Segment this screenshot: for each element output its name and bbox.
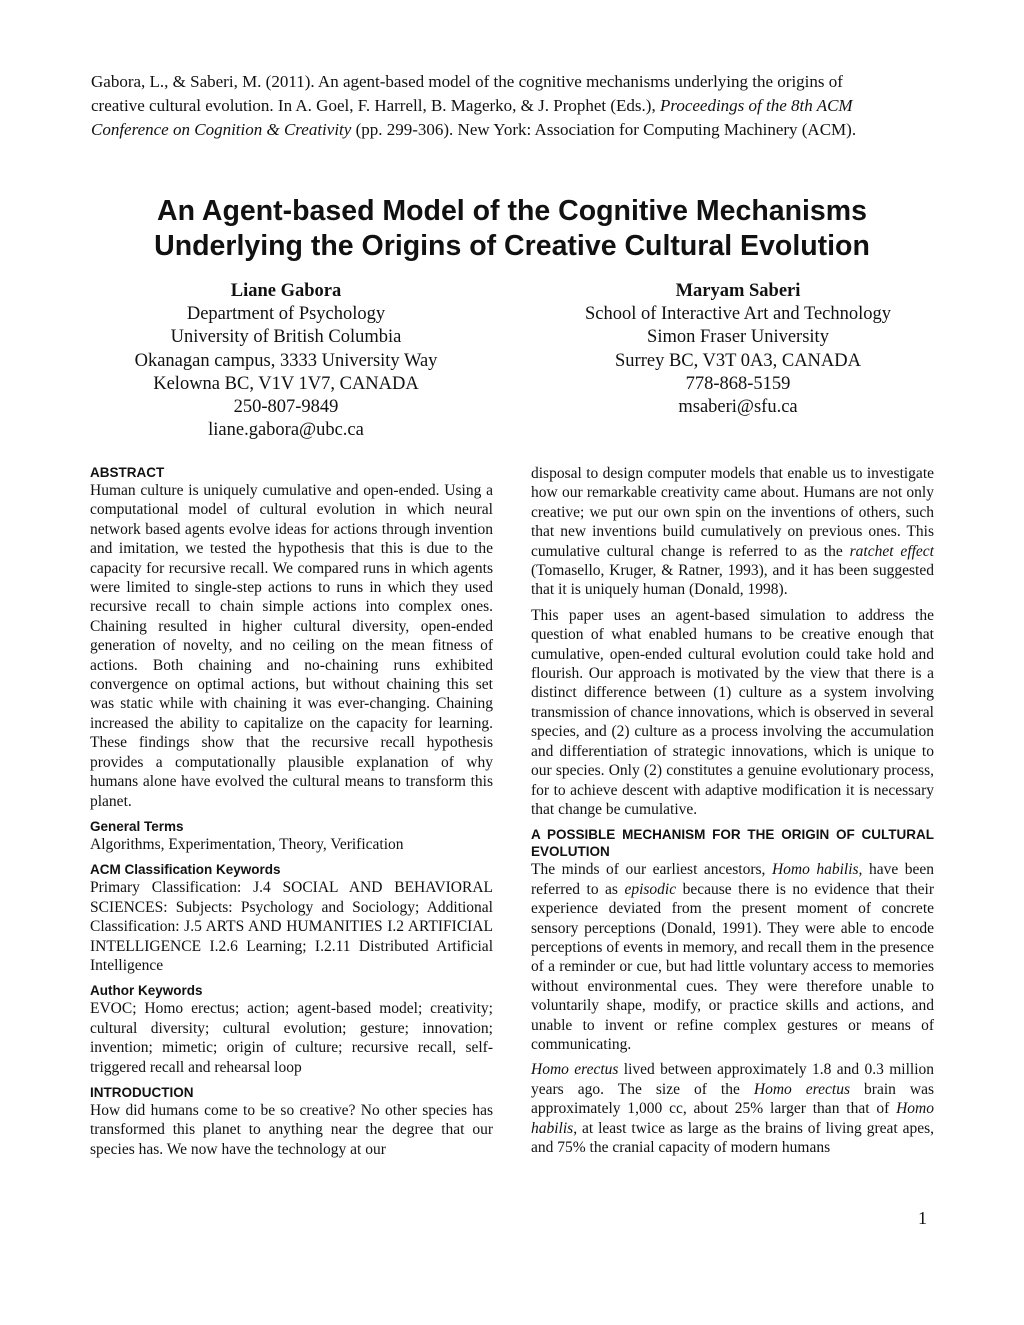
author-name: Liane Gabora [230, 281, 342, 301]
text-run: have been referred to as [531, 861, 934, 898]
paper-title [0, 194, 1024, 264]
general-terms-text: Algorithms, Experimentation, Theory, Verification [90, 835, 404, 853]
abstract-heading: ABSTRACT [90, 465, 165, 480]
text-run: The minds of our earliest ancestors, [531, 861, 766, 879]
author-affiliation: University of British Columbia [170, 327, 402, 348]
paragraph-approach: This paper uses an agent-based simulation to address the question of what enabled humans to be creative enough that cumulative, open-ended cultural evolution could take hold and flourish. Our approach is motivated by the view that there is a distinct difference between (1) culture as a system involving transmission of chance innovations, which is observed in several species, and (2) culture as a process involving the accumulation and differentiation of strategic innovations, which is unique to our species. Only (2) constitutes a genuine evolutionary process, for to achieve descent with adaptive modification it is necessary that change be cumulative. [531, 606, 934, 818]
author-address: Okanagan campus, 3333 University Way [134, 350, 438, 371]
emphasis: Homo erectus [753, 1080, 850, 1098]
citation-pages: (pp. 299-306). New York: Association for Computing Machinery (ACM). [355, 120, 857, 139]
author-phone: 250-807-9849 [233, 397, 339, 418]
author-address: Surrey BC, V3T 0A3, CANADA [615, 350, 861, 371]
text-run: disposal to design computer models that enable us to investigate how our remarkable creativity came about. Humans are not only creative; we put our own spin on the inventions of others, such that new inventions build cumulatively on previous ones. This cumulative cultural change is referred to as the [531, 465, 934, 560]
emphasis: episodic [624, 880, 677, 898]
left-column [90, 464, 493, 1165]
page-number: 1 [918, 1208, 927, 1228]
author-affiliation: Department of Psychology [186, 304, 386, 325]
acm-classification-heading: ACM Classification Keywords [90, 862, 281, 878]
emphasis: Homo habilis [531, 1100, 934, 1137]
author-email: liane.gabora@ubc.ca [208, 420, 364, 441]
right-column [531, 464, 934, 1163]
emphasis: Homo habilis, [771, 861, 863, 879]
author-affiliation: School of Interactive Art and Technology [584, 304, 892, 325]
emphasis: Homo erectus [531, 1061, 619, 1079]
author-block-2 [543, 280, 933, 419]
section-heading: A POSSIBLE MECHANISM FOR THE ORIGIN OF CULTURAL EVOLUTION [531, 827, 934, 860]
author-block-1 [91, 280, 481, 442]
citation-line-3 [91, 118, 941, 142]
paragraph-habilis [531, 860, 934, 1054]
author-keywords-text: EVOC; Homo erectus; action; agent-based model; creativity; cultural diversity; cultural evolution; gesture; innovation; invention; mimetic; origin of culture; recursive recall, self-triggered recall and rehearsal loop [90, 1000, 493, 1076]
citation-line-1: Gabora, L., & Saberi, M. (2011). An agent-based model of the cognitive mechanisms underlying the origins of [91, 72, 843, 91]
emphasis: ratchet effect [849, 542, 934, 560]
text-run: , at least twice as large as the brains of living great apes, and 75% the cranial capacity of modern humans [531, 1119, 934, 1156]
general-terms-heading: General Terms [90, 818, 184, 834]
author-keywords-heading: Author Keywords [90, 983, 203, 999]
citation-venue-1: Proceedings of the 8th ACM [659, 96, 853, 115]
title-line-2: Underlying the Origins of Creative Cultural Evolution [154, 230, 870, 262]
citation [91, 70, 941, 142]
author-affiliation: Simon Fraser University [647, 327, 829, 348]
introduction-text: How did humans come to be so creative? No other species has transformed this planet to anything near the degree that our species has. We now have the technology at our [90, 1101, 493, 1158]
text-run: lived between approximately 1.8 and 0.3 million years ago. The size of the [531, 1061, 934, 1098]
author-name: Maryam Saberi [675, 281, 801, 301]
text-run: brain was approximately 1,000 cc, about 25% larger than that of [531, 1080, 935, 1118]
author-email: msaberi@sfu.ca [678, 397, 798, 418]
citation-editors: creative cultural evolution. In A. Goel, F. Harrell, B. Magerko, & J. Prophet (Eds.), [91, 96, 656, 115]
introduction-heading: INTRODUCTION [90, 1084, 194, 1100]
text-run: (Tomasello, Kruger, & Ratner, 1993), and it has been suggested that it is uniquely human (Donald, 1998). [531, 562, 934, 599]
paragraph-ratchet [531, 464, 934, 600]
paragraph-erectus [531, 1060, 934, 1157]
citation-line-2 [91, 94, 941, 118]
acm-classification-text: Primary Classification: J.4 SOCIAL AND BEHAVIORAL SCIENCES: Subjects: Psychology and Sociology; Additional Classification: J.5 ARTS AND HUMANITIES I.2 ARTIFICIAL INTELLIGENCE I.2.6 Learning; I.2.11 Distributed Artificial Intelligence [90, 879, 493, 974]
citation-venue-2: Conference on Cognition & Creativity [91, 120, 352, 139]
abstract-text: Human culture is uniquely cumulative and open-ended. Using a computational model of cultural evolution in which neural network based agents evolve ideas for actions through invention and imitation, we tested the hypothesis that this is due to the capacity for recursive recall. We compared runs in which agents were limited to single-step actions to runs in which they used recursive recall to chain simple actions into complex ones. Chaining resulted in higher cultural diversity, open-ended generation of novelty, and no ceiling on the mean fitness of actions. Both chaining and no-chaining runs exhibited convergence on optimal actions, but without chaining this set was static while with chaining it was ever-changing. Chaining increased the ability to capitalize on the capacity for learning. These findings show that the recursive recall hypothesis provides a computationally plausible explanation of why humans alone have evolved the cultural means to transform this planet. [90, 482, 493, 810]
author-address: Kelowna BC, V1V 1V7, CANADA [153, 373, 419, 394]
title-line-1: An Agent-based Model of the Cognitive Mechanisms [157, 195, 867, 227]
text-run: because there is no evidence that their experience deviated from the present moment of concrete sensory perceptions (Donald, 1991). They were able to encode perceptions of events in memory, and recall them in the presence of a reminder or cue, but had little voluntary access to memories without environmental cues. They were therefore unable to voluntarily shape, modify, or practice skills and actions, and unable to invent or refine complex gestures or means of communicating. [531, 880, 935, 1053]
author-phone: 778-868-5159 [685, 373, 791, 394]
